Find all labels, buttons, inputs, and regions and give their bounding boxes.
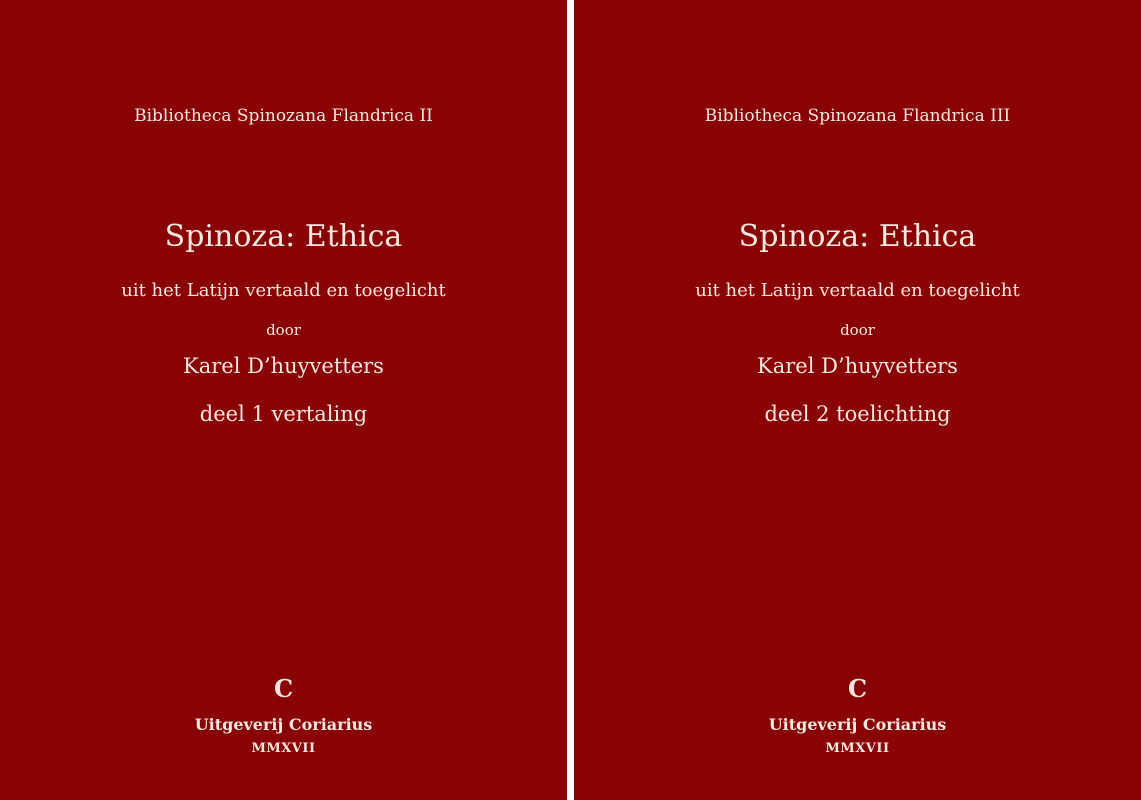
author-name: Karel D’huyvetters <box>757 354 958 378</box>
volume-label: deel 2 toelichting <box>764 402 951 426</box>
book-cover-volume-2 <box>574 0 1141 800</box>
author-name: Karel D’huyvetters <box>183 354 384 378</box>
book-subtitle: uit het Latijn vertaald en toegelicht <box>695 280 1020 301</box>
book-subtitle: uit het Latijn vertaald en toegelicht <box>121 280 446 301</box>
publisher-name: Uitgeverij Coriarius <box>194 715 373 734</box>
volume-label: deel 1 vertaling <box>199 402 368 426</box>
byline: door <box>266 321 301 339</box>
series-label: Bibliotheca Spinozana Flandrica II <box>134 106 433 126</box>
book-title: Spinoza: Ethica <box>164 219 403 254</box>
publisher-name: Uitgeverij Coriarius <box>768 715 947 734</box>
publisher-logo: C <box>273 674 294 703</box>
publisher-logo: C <box>847 674 868 703</box>
book-cover-volume-1 <box>0 0 567 800</box>
byline: door <box>840 321 875 339</box>
publication-year: MMXVII <box>251 741 316 756</box>
book-title: Spinoza: Ethica <box>738 219 977 254</box>
publication-year: MMXVII <box>825 741 890 756</box>
series-label: Bibliotheca Spinozana Flandrica III <box>704 106 1011 126</box>
